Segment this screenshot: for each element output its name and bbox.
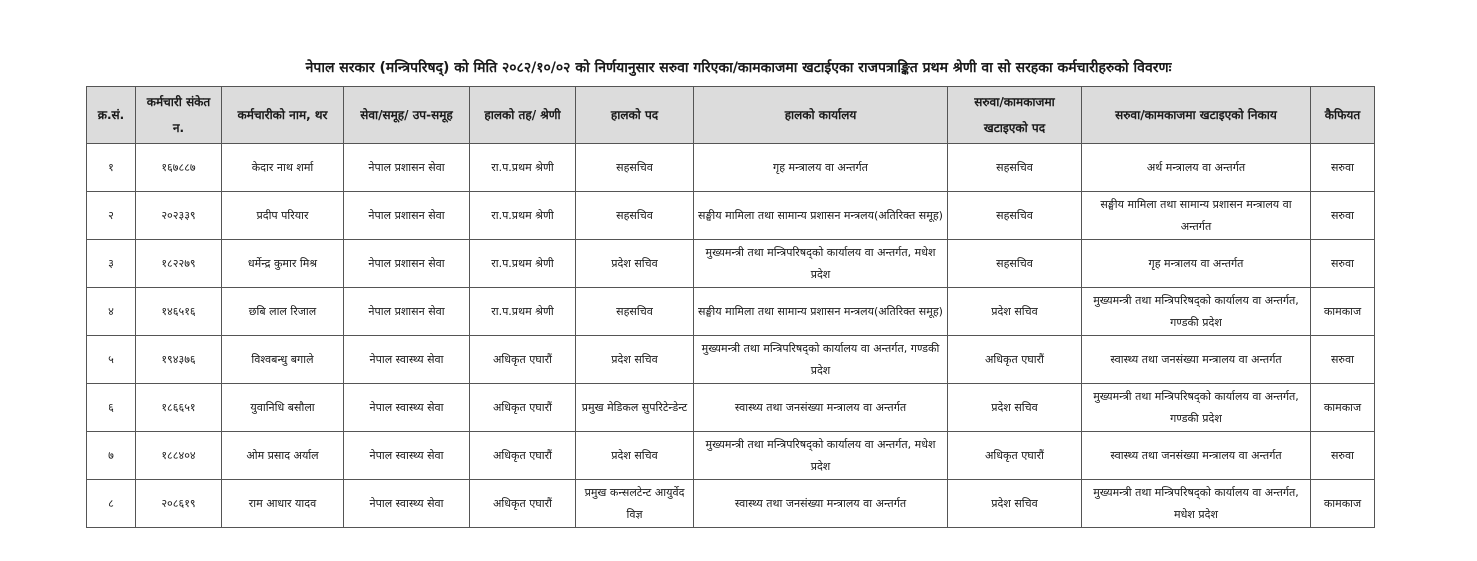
cell-service-group: नेपाल स्वास्थ्य सेवा bbox=[344, 384, 470, 432]
cell-remarks: सरुवा bbox=[1311, 336, 1375, 384]
cell-remarks: कामकाज bbox=[1311, 384, 1375, 432]
cell-current-post: प्रदेश सचिव bbox=[576, 432, 694, 480]
cell-assigned-agency: गृह मन्त्रालय वा अन्तर्गत bbox=[1082, 240, 1311, 288]
cell-assigned-post: प्रदेश सचिव bbox=[948, 480, 1082, 528]
cell-current-office: मुख्यमन्त्री तथा मन्त्रिपरिषद्को कार्यालय वा अन्तर्गत, मधेश प्रदेश bbox=[694, 432, 948, 480]
cell-employee-name: युवानिधि बसौला bbox=[222, 384, 344, 432]
cell-current-level: रा.प.प्रथम श्रेणी bbox=[470, 240, 576, 288]
cell-employee-name: धर्मेन्द्र कुमार मिश्र bbox=[222, 240, 344, 288]
cell-serial-number: ७ bbox=[87, 432, 136, 480]
cell-current-office: सङ्घीय मामिला तथा सामान्य प्रशासन मन्त्रलय(अतिरिक्त समूह) bbox=[694, 288, 948, 336]
cell-employee-code: २०८६१९ bbox=[136, 480, 222, 528]
cell-service-group: नेपाल स्वास्थ्य सेवा bbox=[344, 480, 470, 528]
cell-current-post: प्रमुख मेडिकल सुपरिटेन्डेन्ट bbox=[576, 384, 694, 432]
cell-assigned-post: सहसचिव bbox=[948, 240, 1082, 288]
header-service-group: सेवा/समूह/ उप-समूह bbox=[344, 87, 470, 144]
table-row bbox=[87, 480, 1375, 528]
table-header-row bbox=[87, 87, 1375, 144]
cell-assigned-post: सहसचिव bbox=[948, 144, 1082, 192]
cell-current-post: सहसचिव bbox=[576, 192, 694, 240]
cell-remarks: सरुवा bbox=[1311, 432, 1375, 480]
cell-employee-code: १८८४०४ bbox=[136, 432, 222, 480]
header-current-post: हालको पद bbox=[576, 87, 694, 144]
table-row bbox=[87, 192, 1375, 240]
cell-current-level: अधिकृत एघारौं bbox=[470, 480, 576, 528]
cell-assigned-agency: मुख्यमन्त्री तथा मन्त्रिपरिषद्को कार्यालय वा अन्तर्गत, गण्डकी प्रदेश bbox=[1082, 384, 1311, 432]
header-current-level: हालको तह/ श्रेणी bbox=[470, 87, 576, 144]
header-assigned-agency: सरुवा/कामकाजमा खटाइएको निकाय bbox=[1082, 87, 1311, 144]
cell-current-level: अधिकृत एघारौं bbox=[470, 384, 576, 432]
document-title: नेपाल सरकार (मन्त्रिपरिषद्) को मिति २०८२/१०/०२ को निर्णयानुसार सरुवा गरिएका/कामकाजमा खटाईएका राजपत्राङ्कित प्रथम श्रेणी वा सो सरहका कर्मचारीहरुको विवरणः bbox=[305, 60, 1172, 76]
cell-assigned-agency: मुख्यमन्त्री तथा मन्त्रिपरिषद्को कार्यालय वा अन्तर्गत, मधेश प्रदेश bbox=[1082, 480, 1311, 528]
table-row bbox=[87, 336, 1375, 384]
cell-assigned-agency: सङ्घीय मामिला तथा सामान्य प्रशासन मन्त्रालय वा अन्तर्गत bbox=[1082, 192, 1311, 240]
header-employee-name: कर्मचारीको नाम, थर bbox=[222, 87, 344, 144]
cell-employee-name: ओम प्रसाद अर्याल bbox=[222, 432, 344, 480]
cell-assigned-post: सहसचिव bbox=[948, 192, 1082, 240]
employee-transfer-table bbox=[86, 86, 1375, 528]
cell-current-level: रा.प.प्रथम श्रेणी bbox=[470, 192, 576, 240]
cell-current-office: मुख्यमन्त्री तथा मन्त्रिपरिषद्को कार्यालय वा अन्तर्गत, गण्डकी प्रदेश bbox=[694, 336, 948, 384]
cell-serial-number: ४ bbox=[87, 288, 136, 336]
cell-employee-code: १८२२७९ bbox=[136, 240, 222, 288]
cell-remarks: कामकाज bbox=[1311, 480, 1375, 528]
cell-remarks: कामकाज bbox=[1311, 288, 1375, 336]
cell-service-group: नेपाल प्रशासन सेवा bbox=[344, 288, 470, 336]
cell-serial-number: २ bbox=[87, 192, 136, 240]
cell-assigned-post: अधिकृत एघारौं bbox=[948, 432, 1082, 480]
cell-service-group: नेपाल स्वास्थ्य सेवा bbox=[344, 336, 470, 384]
cell-current-office: स्वास्थ्य तथा जनसंख्या मन्त्रालय वा अन्तर्गत bbox=[694, 384, 948, 432]
cell-assigned-post: प्रदेश सचिव bbox=[948, 384, 1082, 432]
cell-service-group: नेपाल स्वास्थ्य सेवा bbox=[344, 432, 470, 480]
cell-employee-name: विश्वबन्धु बगाले bbox=[222, 336, 344, 384]
table-row bbox=[87, 432, 1375, 480]
cell-employee-code: १८६६५१ bbox=[136, 384, 222, 432]
cell-employee-name: प्रदीप परियार bbox=[222, 192, 344, 240]
cell-service-group: नेपाल प्रशासन सेवा bbox=[344, 144, 470, 192]
cell-current-level: रा.प.प्रथम श्रेणी bbox=[470, 288, 576, 336]
cell-serial-number: १ bbox=[87, 144, 136, 192]
cell-current-office: स्वास्थ्य तथा जनसंख्या मन्त्रालय वा अन्तर्गत bbox=[694, 480, 948, 528]
cell-current-post: सहसचिव bbox=[576, 288, 694, 336]
cell-current-post: सहसचिव bbox=[576, 144, 694, 192]
table-row bbox=[87, 288, 1375, 336]
cell-employee-code: १६७८८७ bbox=[136, 144, 222, 192]
cell-serial-number: ३ bbox=[87, 240, 136, 288]
cell-current-post: प्रदेश सचिव bbox=[576, 336, 694, 384]
cell-employee-code: १४६५१६ bbox=[136, 288, 222, 336]
cell-serial-number: ५ bbox=[87, 336, 136, 384]
cell-remarks: सरुवा bbox=[1311, 240, 1375, 288]
cell-serial-number: ६ bbox=[87, 384, 136, 432]
table-row bbox=[87, 384, 1375, 432]
cell-assigned-post: प्रदेश सचिव bbox=[948, 288, 1082, 336]
cell-service-group: नेपाल प्रशासन सेवा bbox=[344, 192, 470, 240]
cell-current-level: अधिकृत एघारौं bbox=[470, 432, 576, 480]
cell-current-office: सङ्घीय मामिला तथा सामान्य प्रशासन मन्त्रलय(अतिरिक्त समूह) bbox=[694, 192, 948, 240]
cell-employee-name: राम आधार यादव bbox=[222, 480, 344, 528]
cell-serial-number: ८ bbox=[87, 480, 136, 528]
cell-current-level: अधिकृत एघारौं bbox=[470, 336, 576, 384]
cell-employee-name: छबि लाल रिजाल bbox=[222, 288, 344, 336]
header-employee-code: कर्मचारी संकेत न. bbox=[136, 87, 222, 144]
cell-remarks: सरुवा bbox=[1311, 192, 1375, 240]
cell-employee-name: केदार नाथ शर्मा bbox=[222, 144, 344, 192]
cell-current-office: गृह मन्त्रालय वा अन्तर्गत bbox=[694, 144, 948, 192]
header-remarks: कैफियत bbox=[1311, 87, 1375, 144]
cell-assigned-agency: मुख्यमन्त्री तथा मन्त्रिपरिषद्को कार्यालय वा अन्तर्गत, गण्डकी प्रदेश bbox=[1082, 288, 1311, 336]
header-current-office: हालको कार्यालय bbox=[694, 87, 948, 144]
cell-remarks: सरुवा bbox=[1311, 144, 1375, 192]
cell-employee-code: २०२३३९ bbox=[136, 192, 222, 240]
cell-service-group: नेपाल प्रशासन सेवा bbox=[344, 240, 470, 288]
header-assigned-post: सरुवा/कामकाजमा खटाइएको पद bbox=[948, 87, 1082, 144]
table-row bbox=[87, 144, 1375, 192]
cell-current-post: प्रमुख कन्सलटेन्ट आयुर्वेद विज्ञ bbox=[576, 480, 694, 528]
cell-employee-code: १९४३७६ bbox=[136, 336, 222, 384]
cell-assigned-agency: अर्थ मन्त्रालय वा अन्तर्गत bbox=[1082, 144, 1311, 192]
header-serial-number: क्र.सं. bbox=[87, 87, 136, 144]
cell-assigned-post: अधिकृत एघारौं bbox=[948, 336, 1082, 384]
cell-current-level: रा.प.प्रथम श्रेणी bbox=[470, 144, 576, 192]
cell-assigned-agency: स्वास्थ्य तथा जनसंख्या मन्त्रालय वा अन्तर्गत bbox=[1082, 432, 1311, 480]
cell-current-post: प्रदेश सचिव bbox=[576, 240, 694, 288]
cell-assigned-agency: स्वास्थ्य तथा जनसंख्या मन्त्रालय वा अन्तर्गत bbox=[1082, 336, 1311, 384]
table-row bbox=[87, 240, 1375, 288]
cell-current-office: मुख्यमन्त्री तथा मन्त्रिपरिषद्को कार्यालय वा अन्तर्गत, मधेश प्रदेश bbox=[694, 240, 948, 288]
